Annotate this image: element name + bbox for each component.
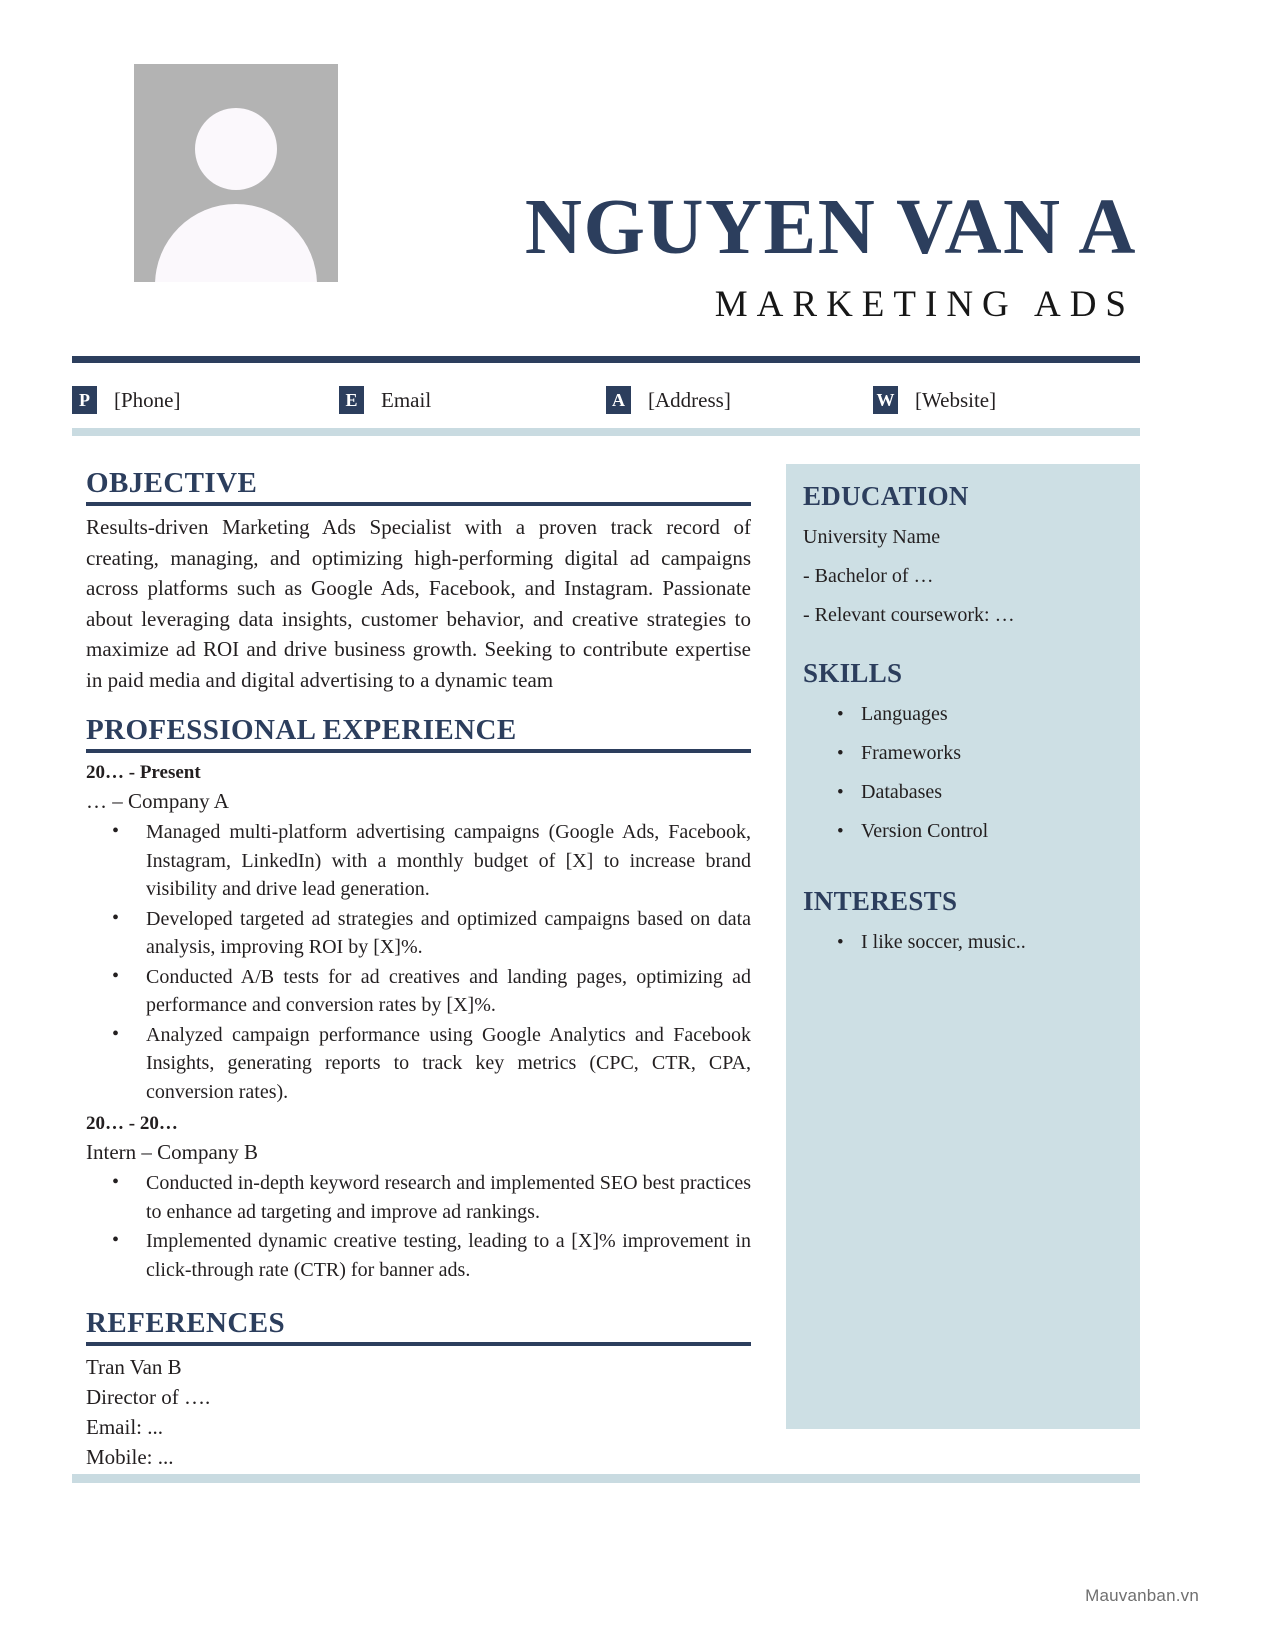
list-item: • Frameworks xyxy=(861,734,1122,773)
person-head-icon xyxy=(195,108,277,190)
email-badge-icon: E xyxy=(339,386,364,414)
name-title-block xyxy=(377,184,1137,328)
reference-name: Tran Van B xyxy=(86,1355,182,1379)
list-item: • Analyzed campaign performance using Google Analytics and Facebook Insights, generating reports to track key metrics (CPC, CTR, CPA, conversion rates). xyxy=(138,1021,751,1107)
list-item: • Version Control xyxy=(861,812,1122,851)
candidate-job-title: MARKETING ADS xyxy=(714,284,1135,325)
contact-row xyxy=(72,380,1140,420)
reference-mobile: Mobile: ... xyxy=(86,1445,174,1469)
reference-email: Email: ... xyxy=(86,1415,163,1439)
education-heading: EDUCATION xyxy=(803,481,969,511)
contact-divider xyxy=(72,428,1140,436)
contact-item-address[interactable] xyxy=(606,386,873,414)
section-education xyxy=(803,480,1122,635)
contact-label-email: Email xyxy=(381,387,432,412)
list-item: • Managed multi-platform advertising campaigns (Google Ads, Facebook, Instagram, LinkedIn) with a monthly budget of [X] to increase brand visibility and drive lead generation. xyxy=(138,818,751,904)
contact-label-phone: [Phone] xyxy=(114,387,181,412)
resume-header xyxy=(0,0,1275,355)
references-heading-rule xyxy=(86,1342,751,1346)
objective-heading: OBJECTIVE xyxy=(86,467,258,499)
person-body-icon xyxy=(155,204,317,282)
contact-label-address: [Address] xyxy=(648,387,731,412)
sidebar-spacer xyxy=(803,635,1122,657)
section-skills xyxy=(803,657,1122,851)
experience-heading-rule xyxy=(86,749,751,753)
experience-heading: PROFESSIONAL EXPERIENCE xyxy=(86,714,517,746)
footer-divider xyxy=(72,1474,1140,1483)
main-column xyxy=(86,466,751,1472)
sidebar-spacer xyxy=(803,851,1122,885)
list-item: • Implemented dynamic creative testing, leading to a [X]% improvement in click-through rate (CTR) for banner ads. xyxy=(138,1227,751,1284)
references-heading: REFERENCES xyxy=(86,1307,285,1339)
contact-item-phone[interactable] xyxy=(72,386,339,414)
objective-heading-rule xyxy=(86,502,751,506)
contact-item-website[interactable] xyxy=(873,386,1140,414)
list-item: • Conducted in-depth keyword research and implemented SEO best practices to enhance ad targeting and improve ad rankings. xyxy=(138,1169,751,1226)
experience-dates: 20… - 20… xyxy=(86,1113,178,1134)
interests-list xyxy=(803,923,1122,962)
experience-dates: 20… - Present xyxy=(86,762,201,783)
website-badge-icon: W xyxy=(873,386,898,414)
skills-heading: SKILLS xyxy=(803,658,903,688)
list-item: • I like soccer, music.. xyxy=(861,923,1122,962)
candidate-name: NGUYEN VAN A xyxy=(524,184,1137,271)
skills-list xyxy=(803,695,1122,851)
phone-badge-icon: P xyxy=(72,386,97,414)
education-university: University Name xyxy=(803,526,941,548)
education-degree: - Bachelor of … xyxy=(803,565,934,587)
experience-bullet-list xyxy=(86,1169,751,1284)
contact-label-website: [Website] xyxy=(915,387,997,412)
header-divider xyxy=(72,356,1140,363)
reference-title: Director of …. xyxy=(86,1385,211,1409)
address-badge-icon: A xyxy=(606,386,631,414)
section-interests xyxy=(803,885,1122,962)
experience-entry xyxy=(86,759,751,1106)
list-item: • Conducted A/B tests for ad creatives and landing pages, optimizing ad performance and conversion rates by [X]%. xyxy=(138,963,751,1020)
experience-bullet-list xyxy=(86,818,751,1106)
experience-role: … – Company A xyxy=(86,789,229,813)
list-item: • Databases xyxy=(861,773,1122,812)
objective-text: Results-driven Marketing Ads Specialist with a proven track record of creating, managing, and optimizing high-performing digital ad campaigns across platforms such as Google Ads, Facebook, and Instagram. Passionate about leveraging data insights, customer behavior, and creative strategies to maximize ad ROI and drive business growth. Seeking to contribute expertise in paid media and digital advertising to a dynamic team xyxy=(86,515,751,692)
experience-role: Intern – Company B xyxy=(86,1140,259,1164)
watermark-text: Mauvanban.vn xyxy=(1085,1586,1199,1605)
interests-heading: INTERESTS xyxy=(803,886,958,916)
list-item: • Languages xyxy=(861,695,1122,734)
section-objective xyxy=(86,466,751,695)
experience-entry xyxy=(86,1110,751,1284)
list-item: • Developed targeted ad strategies and optimized campaigns based on data analysis, improving ROI by [X]%. xyxy=(138,905,751,962)
section-experience xyxy=(86,713,751,1284)
profile-photo-placeholder xyxy=(134,64,338,282)
sidebar xyxy=(786,464,1140,1429)
education-coursework: - Relevant coursework: … xyxy=(803,604,1015,626)
section-references xyxy=(86,1306,751,1472)
contact-item-email[interactable] xyxy=(339,386,606,414)
